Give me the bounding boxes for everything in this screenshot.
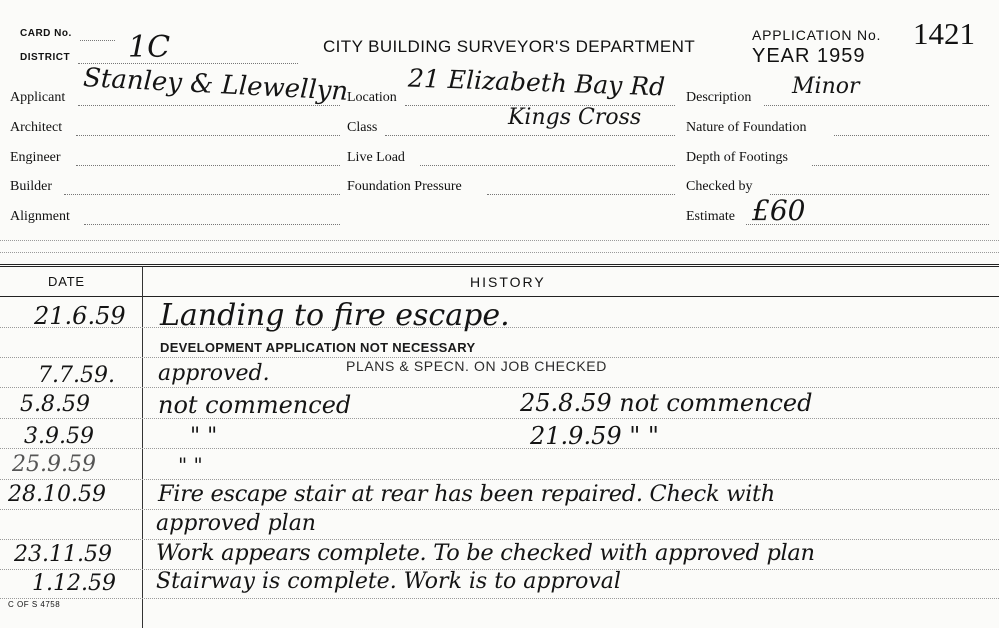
engineer-label: Engineer (10, 150, 61, 165)
plans-checked-stamp: PLANS & SPECN. ON JOB CHECKED (346, 358, 607, 374)
history-header: HISTORY (470, 274, 546, 290)
history-date: 5.8.59 (20, 392, 90, 417)
development-stamp: DEVELOPMENT APPLICATION NOT NECESSARY (160, 340, 476, 355)
applicant-label: Applicant (10, 90, 66, 105)
checked-by-label: Checked by (686, 179, 753, 194)
location-value-line2: Kings Cross (508, 105, 642, 130)
applicant-value: Stanley & Llewellyn (82, 63, 349, 107)
depth-footings-label: Depth of Footings (686, 150, 788, 165)
location-value: 21 Elizabeth Bay Rd (407, 63, 666, 102)
history-date: 3.9.59 (24, 424, 94, 449)
history-date: 23.11.59 (14, 542, 112, 567)
application-number: 1421 (913, 16, 975, 51)
foundation-pressure-label: Foundation Pressure (347, 179, 462, 194)
application-label: APPLICATION No. (752, 27, 882, 43)
history-entry: Stairway is complete. Work is to approval (156, 569, 621, 594)
nature-foundation-label: Nature of Foundation (686, 120, 807, 135)
class-label: Class (347, 120, 378, 135)
history-entry: Work appears complete. To be checked with approved plan (156, 540, 815, 566)
history-date: 21.6.59 (34, 302, 126, 330)
location-label: Location (347, 90, 397, 105)
builder-label: Builder (10, 179, 52, 194)
history-entry: " " (190, 424, 218, 449)
history-date: 28.10.59 (8, 482, 106, 507)
card-no-label: CARD No. (20, 28, 72, 39)
district-label: DISTRICT (20, 52, 71, 63)
alignment-label: Alignment (10, 209, 70, 224)
history-date: 25.9.59 (12, 452, 96, 477)
history-entry: approved. (158, 361, 270, 386)
history-entry: Landing to fire escape. (160, 298, 510, 333)
history-entry: Fire escape stair at rear has been repaired. Check with (158, 481, 775, 507)
history-entry-secondary: 21.9.59 " " (530, 422, 659, 450)
history-date: 1.12.59 (32, 571, 116, 596)
history-entry: " " (178, 453, 203, 477)
department-title: CITY BUILDING SURVEYOR'S DEPARTMENT (323, 37, 696, 56)
form-code: C OF S 4758 (8, 600, 61, 609)
district-value: 1C (128, 30, 171, 65)
estimate-value: £60 (752, 194, 806, 227)
history-entry-secondary: 25.8.59 not commenced (520, 389, 813, 417)
date-header: DATE (48, 274, 85, 289)
year-label: YEAR 1959 (752, 45, 866, 67)
description-label: Description (686, 90, 752, 105)
history-entry: not commenced (158, 391, 352, 419)
estimate-label: Estimate (686, 209, 735, 224)
history-date: 7.7.59. (38, 363, 115, 388)
description-value: Minor (792, 74, 860, 99)
live-load-label: Live Load (347, 150, 405, 165)
history-entry: approved plan (156, 511, 316, 536)
architect-label: Architect (10, 120, 63, 135)
